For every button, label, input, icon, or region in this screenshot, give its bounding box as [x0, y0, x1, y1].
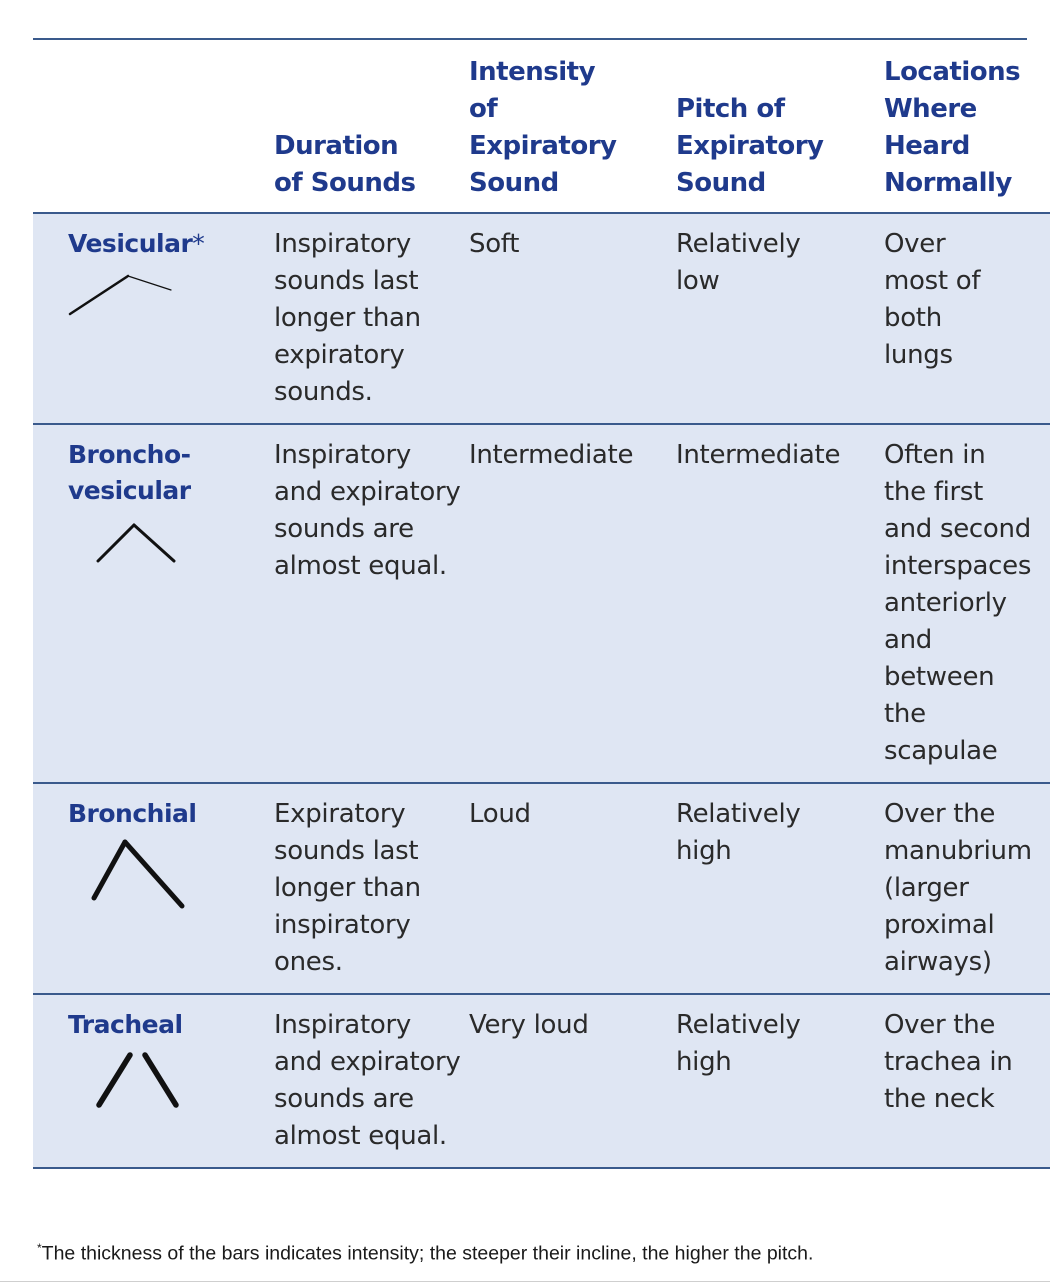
pitch-cell — [676, 783, 884, 994]
duration-cell — [274, 783, 469, 994]
tracheal-breath-icon — [68, 1049, 188, 1111]
sound-name-text: Broncho-vesicular — [68, 440, 191, 505]
header-pitch — [676, 40, 884, 213]
header-duration-label: Duration of Sounds — [274, 131, 416, 198]
duration-cell — [274, 213, 469, 424]
intensity-cell — [469, 994, 676, 1168]
header-pitch-label: Pitch of Expiratory Sound — [676, 94, 824, 198]
table-row-vesicular — [33, 213, 1050, 424]
sound-type-cell — [33, 783, 274, 994]
header-duration — [274, 40, 469, 213]
header-intensity — [469, 40, 676, 213]
footnote-mark: * — [37, 1241, 42, 1255]
table-header-row — [33, 40, 1050, 213]
location-text: Over most of both lungs — [884, 229, 981, 370]
breath-sounds-table-container — [33, 38, 1032, 1169]
location-text: Often in the first and second interspaces anteriorly and between the scapulae — [884, 440, 1032, 766]
sound-name — [68, 1007, 274, 1043]
header-intensity-label: Intensity of Expiratory Sound — [469, 57, 617, 198]
breath-sounds-table — [33, 40, 1050, 1169]
header-locations — [884, 40, 1050, 213]
header-locations-label: Locations Where Heard Normally — [884, 57, 1021, 198]
intensity-text: Loud — [469, 799, 531, 829]
sound-name — [68, 437, 198, 509]
pitch-text: Relatively low — [676, 229, 801, 296]
pitch-cell — [676, 213, 884, 424]
location-cell — [884, 213, 1050, 424]
pitch-text: Relatively high — [676, 799, 801, 866]
duration-cell — [274, 994, 469, 1168]
intensity-cell — [469, 783, 676, 994]
location-cell — [884, 424, 1050, 783]
pitch-text: Intermediate — [676, 440, 841, 470]
table-row-bronchial — [33, 783, 1050, 994]
table-row-bronchovesicular — [33, 424, 1050, 783]
pitch-cell — [676, 424, 884, 783]
intensity-cell — [469, 213, 676, 424]
intensity-text: Very loud — [469, 1010, 589, 1040]
duration-text: Expiratory sounds last longer than inspiratory ones. — [274, 799, 421, 977]
sound-name — [68, 226, 274, 262]
bronchovesicular-breath-icon — [68, 515, 178, 567]
intensity-cell — [469, 424, 676, 783]
footnote-text: The thickness of the bars indicates intensity; the steeper their incline, the higher the pitch. — [41, 1242, 814, 1265]
footnote-asterisk: * — [192, 229, 205, 258]
sound-name-text: Bronchial — [68, 799, 197, 828]
duration-cell — [274, 424, 469, 783]
pitch-text: Relatively high — [676, 1010, 801, 1077]
sound-name-text: Tracheal — [68, 1010, 183, 1039]
sound-name-text: Vesicular — [68, 229, 193, 258]
header-sound-type — [33, 40, 274, 213]
intensity-text: Soft — [469, 229, 520, 259]
sound-type-cell — [33, 213, 274, 424]
table-footnote — [37, 1241, 813, 1266]
intensity-text: Intermediate — [469, 440, 634, 470]
vesicular-breath-icon — [68, 268, 178, 318]
table-row-tracheal — [33, 994, 1050, 1168]
sound-type-cell — [33, 424, 274, 783]
duration-text: Inspiratory and expiratory sounds are almost equal. — [274, 440, 461, 581]
location-cell — [884, 994, 1050, 1168]
location-text: Over the manubrium (larger proximal airways) — [884, 799, 1032, 977]
bronchial-breath-icon — [68, 838, 188, 918]
location-cell — [884, 783, 1050, 994]
page-bottom-divider — [0, 1281, 1050, 1282]
sound-type-cell — [33, 994, 274, 1168]
location-text: Over the trachea in the neck — [884, 1010, 1013, 1114]
duration-text: Inspiratory sounds last longer than expiratory sounds. — [274, 229, 421, 407]
sound-name — [68, 796, 274, 832]
pitch-cell — [676, 994, 884, 1168]
duration-text: Inspiratory and expiratory sounds are almost equal. — [274, 1010, 461, 1151]
